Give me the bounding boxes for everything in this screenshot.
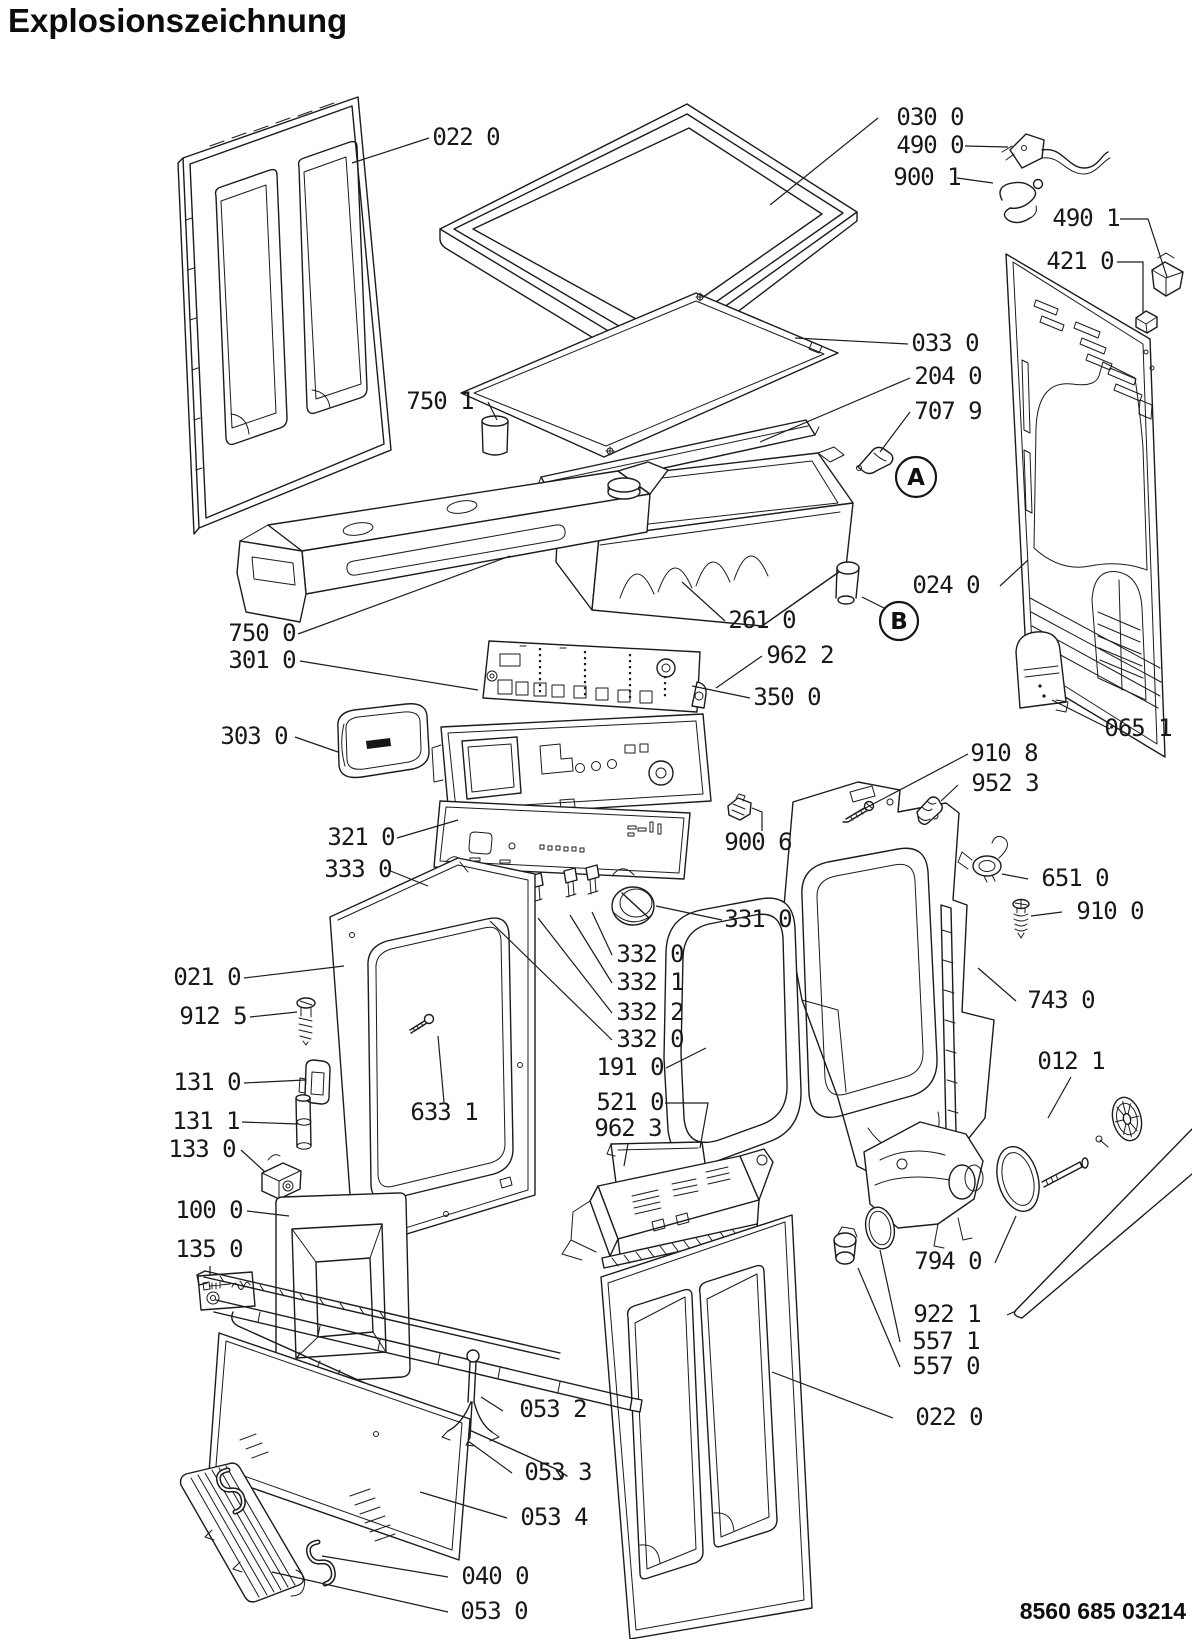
part-callout: 333 0 [324,855,392,883]
part-callout: 040 0 [461,1562,529,1590]
leader-line [760,378,910,442]
leader-line [300,661,478,690]
part-callout: 022 0 [915,1403,983,1431]
part-wire-connector [728,794,751,820]
part-callout: 022 0 [432,123,500,151]
part-control-board [483,641,706,712]
part-callout: 962 2 [766,641,834,669]
part-side-panel-left [178,97,391,534]
part-callout: 024 0 [912,571,980,599]
leader-line [858,754,968,812]
detail-marker-label: B [890,609,908,635]
part-door-latch [262,1155,301,1199]
part-callout: 021 0 [173,963,241,991]
part-callout: 421 0 [1046,247,1114,275]
part-callout: 030 0 [896,103,964,131]
part-callout: 301 0 [228,646,296,674]
button [564,868,577,897]
part-callout: 900 1 [893,163,961,191]
part-callout: 191 0 [596,1053,664,1081]
leader-line [272,1572,448,1612]
leader-line [295,737,338,752]
leader-line [1048,1077,1071,1118]
leader-line [241,1150,265,1172]
part-callout: 033 0 [911,329,979,357]
part-main-knob [612,887,654,925]
part-callout: 332 1 [616,968,684,996]
part-callout: 490 1 [1052,204,1120,232]
part-pulley [1108,1094,1146,1143]
part-callout: 053 3 [524,1458,592,1486]
document-number: 8560 685 03214 [1019,1598,1186,1624]
leader-line [880,412,910,452]
part-inner-door [276,1193,410,1384]
button [586,865,599,894]
part-callout: 750 1 [406,387,474,415]
part-callout: 910 0 [1076,897,1144,925]
part-callout: 633 1 [410,1098,478,1126]
part-power-cord [1002,134,1110,174]
leader-line [1031,912,1062,916]
part-callout: 321 0 [327,823,395,851]
part-shaft [1042,1136,1108,1187]
part-callout: 750 0 [228,619,296,647]
part-screw-front [297,998,315,1045]
part-callout: 952 3 [971,769,1039,797]
part-callout: 053 2 [519,1395,587,1423]
leader-line [250,1012,297,1017]
part-drum-bulkhead [784,782,994,1188]
part-callout: 557 0 [912,1352,980,1380]
leader-line [322,1556,448,1577]
part-callout: 332 0 [616,940,684,968]
part-callout: 332 2 [616,998,684,1026]
part-thermostat [958,836,1008,882]
leader-line [995,1216,1016,1263]
part-callout: 053 0 [460,1597,528,1625]
leader-line [957,178,993,183]
page-title: Explosionszeichnung [8,2,348,39]
leader-line [1002,874,1028,879]
part-callout: 743 0 [1027,986,1095,1014]
leader-line [978,968,1016,1001]
part-damper [834,1227,857,1264]
part-callout: 131 1 [172,1107,240,1135]
detail-markers [880,457,936,640]
leader-line [244,1080,305,1083]
part-callout: 065 1 [1104,714,1172,742]
part-hinge-pin [296,1095,311,1149]
part-callout: 350 0 [753,683,821,711]
part-cable-hook [1000,180,1043,223]
part-callout: 100 0 [175,1196,243,1224]
part-callout: 490 0 [896,131,964,159]
part-callout: 794 0 [914,1247,982,1275]
part-nozzle [857,447,893,473]
part-funnel-cup [482,416,508,455]
leader-line [570,915,612,983]
part-callout: 912 5 [179,1002,247,1030]
leader-line [481,1397,503,1411]
part-callout: 557 1 [912,1327,980,1355]
leader-line [862,597,884,608]
leader-line [941,785,958,801]
leader-line [242,1122,298,1124]
part-callout: 204 0 [914,362,982,390]
part-front-outer-panel [601,1215,812,1639]
leader-line [1117,262,1143,313]
leader-line [858,1268,900,1367]
leader-line [965,146,1008,147]
part-callout: 133 0 [168,1135,236,1163]
part-callout: 332 0 [616,1025,684,1053]
part-callout: 331 0 [724,905,792,933]
part-callout: 303 0 [220,722,288,750]
leader-line [244,966,344,978]
part-callout: 261 0 [728,606,796,634]
part-callout: 131 0 [173,1068,241,1096]
part-callout: 900 6 [724,828,792,856]
part-callout: 707 9 [914,397,982,425]
part-front-panel [330,858,535,1250]
detail-marker-label: A [907,465,925,491]
part-callout: 521 0 [596,1088,664,1116]
part-cord-clamp [1152,253,1183,296]
part-callout: 910 8 [970,739,1038,767]
leader-line [592,912,612,955]
part-screw-washer [1013,900,1029,939]
part-callout: 135 0 [175,1235,243,1263]
part-panel-support [432,714,711,817]
part-callout: 012 1 [1037,1047,1105,1075]
part-callout: 053 4 [520,1503,588,1531]
part-callout: 651 0 [1041,864,1109,892]
part-drive-belt [1014,1129,1192,1318]
part-handle-cap [338,704,429,778]
part-strain-relief-block [1136,311,1157,333]
part-clamp-ring [990,1142,1046,1216]
part-callout: 962 3 [594,1114,662,1142]
part-callout: 922 1 [913,1300,981,1328]
part-door-seal [664,898,801,1164]
